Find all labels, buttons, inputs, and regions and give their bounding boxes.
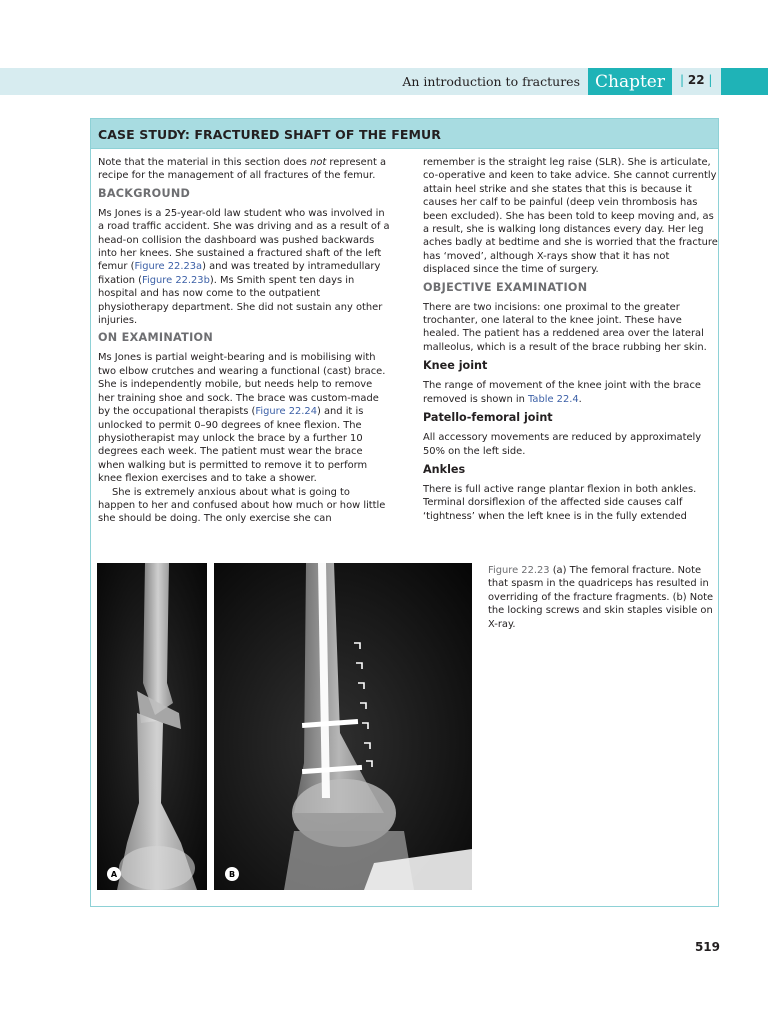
figure-caption-text: (a) The femoral fracture. Note that spasm in the quadriceps has resulted in overriding of the fracture fragments. (b) Note the locking screws and skin staples visible on X-ray. [488,565,714,630]
table-link[interactable]: Table 22.4 [528,393,579,405]
continued-paragraph: remember is the straight leg raise (SLR). She is articulate, co-operative and keen to take advice. She cannot currently attain heel strike and she states that this is because it causes her calf to be painful (deep vein thrombosis has been excluded). She has been told to keep moving and, as a result, she is walking long distances every day. Her leg aches badly at bedtime and she is worried that the fracture has ‘moved’, although X-rays show that it has not displaced since the time of surgery. [423,157,718,276]
background-paragraph [98,207,390,328]
objective-paragraph: There are two incisions: one proximal to the greater trochanter, one lateral to the knee joint. These have healed. The patient has a reddened area over the lateral malleolus, which is a result of the brace rubbing her skin. [423,301,707,353]
panel-label-a: A [107,867,121,881]
background-heading: BACKGROUND [98,186,191,200]
divider: | [680,73,688,87]
figure-link[interactable]: Figure 22.24 [255,406,317,418]
on-examination-heading: ON EXAMINATION [98,331,214,345]
patello-femoral-heading: Patello-femoral joint [423,411,553,425]
on-examination-text: Ms Jones is partial weight-bearing and is mobilising with two elbow crutches and wearing a functional (cast) brace. She is independently mobile, but needs help to remove her training shoe and sock. The brace was custom-made by the occupational therapists ( [98,352,386,418]
right-column [423,156,718,527]
xray-image-b [214,563,472,890]
knee-joint-paragraph [423,379,718,406]
background-text: ). Ms Smith spent ten days in hospital and has now come to the outpatient physiotherapy department. She did not sustain any other injuries. [98,274,383,327]
page-number: 519 [694,940,720,954]
ankles-paragraph: There is full active range plantar flexion in both ankles. Terminal dorsiflexion of the affected side causes calf ‘tightness’ when the left knee is in the fully extended [423,483,697,522]
knee-text-end: . [578,393,582,405]
intro-emphasis: not [310,157,327,168]
header-tab [721,68,768,95]
case-study-title: CASE STUDY: FRACTURED SHAFT OF THE FEMUR [98,127,442,142]
divider: | [704,73,713,87]
on-examination-text: ) and it is unlocked to permit 0–90 degrees of knee flexion. The physiotherapist may unlock the brace by a further 10 degrees each week. The patient must wear the brace when walking but is permitted to remove it to perform knee flexion exercises and to take a shower. [98,406,368,485]
xray-a-drawing [97,563,207,890]
panel-label-b: B [225,867,239,881]
background-text: ) and was treated by intramedullary fixation ( [98,261,381,286]
xray-b-drawing [214,563,472,890]
objective-examination-heading: OBJECTIVE EXAMINATION [423,280,588,294]
left-column [98,156,390,530]
background-text: Ms Jones is a 25-year-old law student who was involved in a road traffic accident. She was driving and as a result of a head-on collision the dashboard was pushed backwards into her knees. She sustained a fractured shaft of the left femur ( [98,207,390,273]
intro-paragraph [98,156,390,183]
figure-caption-ref: Figure 22.23 [488,565,550,576]
chapter-number-value: 22 [687,73,705,87]
chapter-label: Chapter [588,68,672,95]
on-examination-paragraph [98,351,390,485]
knee-joint-heading: Knee joint [423,359,488,373]
figure-caption [488,564,714,631]
figure-link[interactable]: Figure 22.23a [134,261,203,273]
ankles-heading: Ankles [423,462,466,476]
intro-text-end: represent a recipe for the management of all fractures of the femur. [98,157,387,182]
figure-link[interactable]: Figure 22.23b [142,274,210,286]
patello-femoral-paragraph: All accessory movements are reduced by approximately 50% on the left side. [423,432,702,457]
xray-image-a [97,563,207,890]
running-title: An introduction to fractures [402,74,580,89]
intro-text: Note that the material in this section does [98,157,311,168]
knee-text: The range of movement of the knee joint with the brace removed is shown in [423,380,701,405]
chapter-number [680,73,714,87]
anxiety-paragraph: She is extremely anxious about what is going to happen to her and confused about how much or how little she should be doing. The only exercise she can [98,486,386,525]
